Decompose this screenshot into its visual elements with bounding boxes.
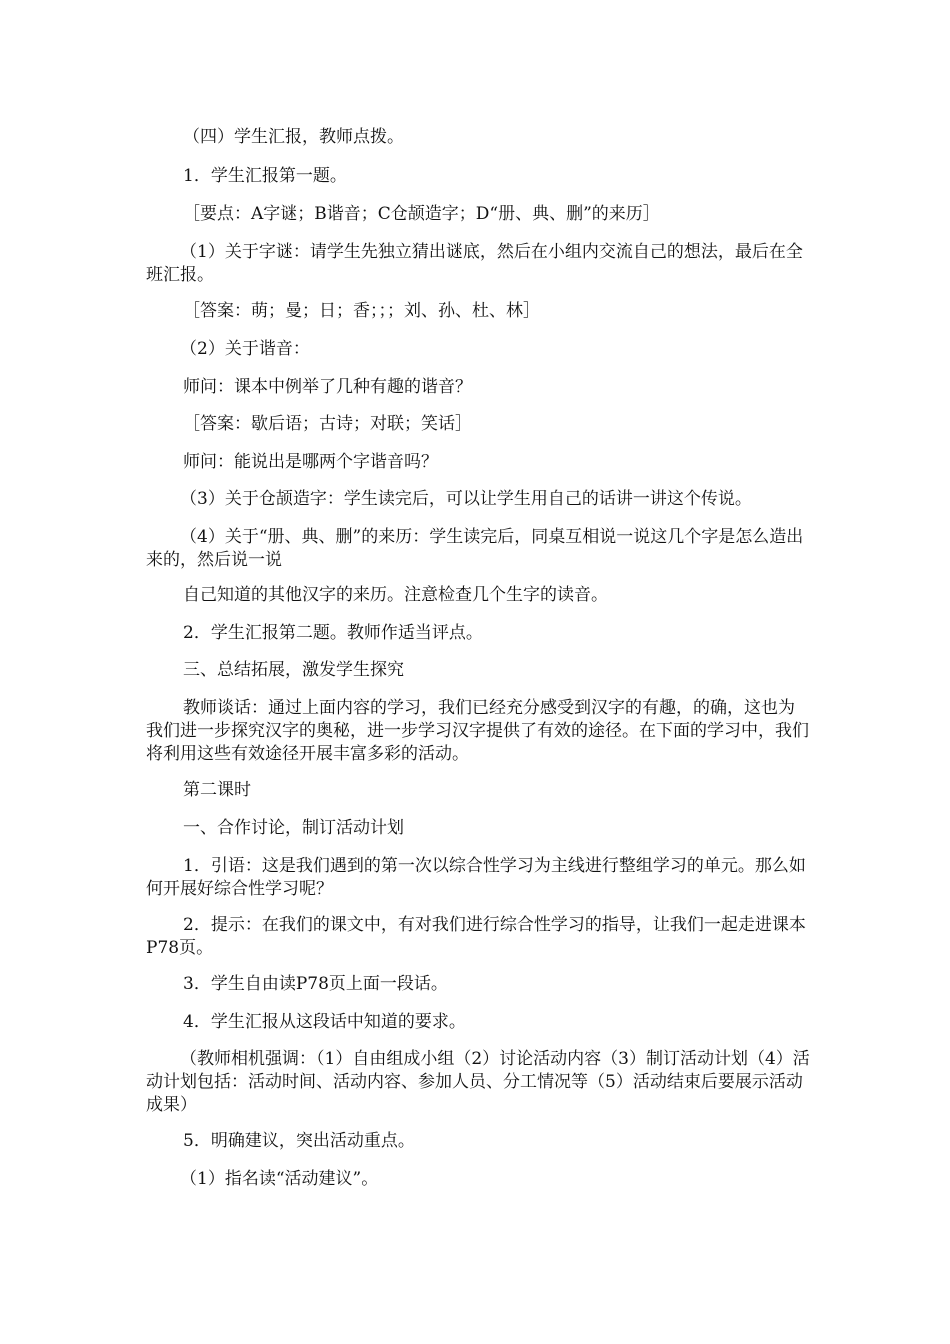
paragraph-report-requirements: 4．学生汇报从这段话中知道的要求。: [183, 1012, 466, 1032]
paragraph-read-suggestions: （1）指名读“活动建议”。: [180, 1169, 379, 1189]
paragraph-homophone-answer: ［答案：歇后语；古诗；对联；笑话］: [183, 414, 472, 434]
paragraph-teacher-question-1: 师问：课本中例举了几种有趣的谐音？: [183, 377, 472, 397]
paragraph-section-3-heading: 三、总结拓展，激发学生探究: [183, 660, 404, 680]
paragraph-hint: 2．提示：在我们的课文中，有对我们进行综合性学习的指导，让我们一起走进课本P78页。: [146, 915, 806, 958]
paragraph-homophone-heading: （2）关于谐音：: [180, 339, 310, 359]
paragraph-report-q2: 2．学生汇报第二题。教师作适当评点。: [183, 623, 483, 643]
paragraph-ce-dian-shan: （4）关于“册、典、删”的来历：学生读完后，同桌互相说一说这几个字是怎么造出来的，然后说一说: [146, 527, 804, 570]
paragraph-clarify-suggestions: 5．明确建议，突出活动重点。: [183, 1131, 415, 1151]
paragraph-section-4-heading: （四）学生汇报，教师点拨。: [183, 127, 404, 147]
paragraph-lesson-2-heading: 第二课时: [183, 780, 251, 800]
paragraph-key-points: ［要点：A字谜；B谐音；C仓颉造字；D“册、典、删”的来历］: [183, 204, 660, 224]
paragraph-free-reading: 3．学生自由读P78页上面一段话。: [183, 974, 448, 994]
paragraph-report-q1: 1．学生汇报第一题。: [183, 166, 347, 186]
paragraph-riddle: （1）关于字谜：请学生先独立猜出谜底，然后在小组内交流自己的想法，最后在全班汇报。: [146, 242, 803, 285]
paragraph-riddle-answer: ［答案：萌；曼；日；香；；；刘、孙、杜、林］: [183, 301, 540, 321]
paragraph-teacher-emphasis: （教师相机强调：（1）自由组成小组（2）讨论活动内容（3）制订活动计划（4）活动计划包括：活动时间、活动内容、参加人员、分工情况等（5）活动结束后要展示活动成果）: [146, 1049, 810, 1115]
paragraph-teacher-talk: 教师谈话：通过上面内容的学习，我们已经充分感受到汉字的有趣，的确，这也为我们进一步探究汉字的奥秘，进一步学习汉字提供了有效的途径。在下面的学习中，我们将利用这些有效途径开展丰富多彩的活动。: [146, 698, 809, 764]
paragraph-section-1-heading: 一、合作讨论，制订活动计划: [183, 818, 404, 838]
paragraph-cangjie: （3）关于仓颉造字：学生读完后，可以让学生用自己的话讲一讲这个传说。: [180, 489, 752, 509]
paragraph-introduction: 1．引语：这是我们遇到的第一次以综合性学习为主线进行整组学习的单元。那么如何开展好综合性学习呢？: [146, 856, 806, 899]
paragraph-teacher-question-2: 师问：能说出是哪两个字谐音吗？: [183, 452, 438, 472]
paragraph-other-characters: 自己知道的其他汉字的来历。注意检查几个生字的读音。: [183, 585, 608, 605]
